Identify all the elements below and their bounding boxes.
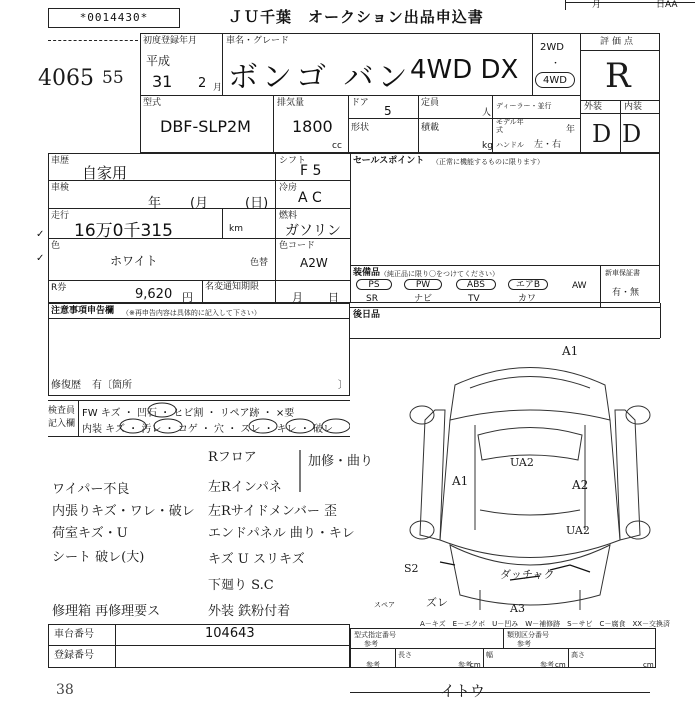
payload-label: 積載: [421, 123, 440, 133]
height-cm: cm: [643, 661, 654, 669]
height-ref: 参考: [540, 661, 554, 669]
vehicle-name-label: 車名・グレード: [226, 36, 290, 46]
car-diagram: [400, 340, 660, 630]
payload-unit: kg: [482, 141, 493, 151]
vehicle-grade: 4WD DX: [410, 55, 519, 85]
length-ref: 参考: [366, 661, 380, 669]
handwritten-right-6: 下廻り S.C: [208, 578, 274, 593]
repair-bracket: 〕: [338, 380, 348, 391]
exterior-label: 外装: [584, 102, 603, 112]
handwritten-right-7: 外装 鉄粉付着: [208, 604, 291, 619]
shift-label: シフト: [279, 156, 307, 166]
drive-2wd: 2WD: [540, 42, 564, 53]
handwritten-left-5: 修理箱 再修理要ス: [52, 604, 161, 619]
mark-zure: ズレ: [426, 596, 448, 609]
color-label: 色: [51, 241, 61, 251]
recycle-label: R券: [51, 283, 67, 293]
name-change-day: 日: [328, 291, 339, 304]
equip-abs[interactable]: ABS: [456, 279, 496, 290]
color-code-label: 色コード: [279, 241, 316, 251]
inspection-label: 車検: [51, 183, 70, 193]
drive-4wd: 4WD: [535, 72, 575, 88]
color-code-value: A2W: [300, 256, 328, 270]
handwritten-right-2: 左Rインパネ: [208, 480, 282, 495]
fuel-value: ガソリン: [285, 223, 341, 239]
name-change-month: 月: [292, 291, 303, 304]
equip-sr: SR: [366, 294, 378, 304]
sales-point-label: セールスポイント: [353, 156, 425, 166]
warranty-label: 新車保証書: [605, 269, 640, 277]
interior-value: D: [622, 120, 642, 148]
scribble-right: イトウ: [440, 682, 486, 700]
registration-label: 初度登録年月: [143, 36, 198, 46]
dealer-label: ディーラー・並行: [496, 102, 552, 110]
sheet-number: *0014430*: [48, 8, 180, 28]
fuel-label: 燃料: [279, 211, 298, 221]
aircon-value: A C: [298, 190, 322, 206]
type-designation-label: 型式指定番号: [354, 631, 396, 639]
equipment-label: 装備品: [353, 268, 381, 278]
score-label: 評価点: [600, 37, 637, 47]
drive-sep: ・: [551, 59, 561, 69]
handle-value: 左・右: [534, 140, 562, 150]
mark-dent: ダッチャク: [500, 568, 555, 581]
inspection-year: 年: [148, 196, 162, 211]
type-designation-ref: 参考: [364, 640, 378, 648]
history-value: 自家用: [82, 164, 128, 182]
year-unit: 年: [566, 125, 576, 135]
check-mark-2: ✓: [36, 253, 45, 264]
handwritten-side: 加修・曲り: [308, 454, 374, 469]
date-day-label: 日AA: [656, 0, 678, 10]
mark-ua2-center: UA2: [510, 456, 534, 469]
form-title: ＪＵ千葉 オークション出品申込書: [228, 8, 484, 26]
aircon-label: 冷房: [279, 183, 298, 193]
repair-label: 修復歴: [51, 380, 81, 391]
displacement-unit: cc: [332, 141, 342, 151]
shift-value: F 5: [300, 163, 322, 179]
capacity-label: 定員: [421, 98, 440, 108]
mark-a2-right: A2: [572, 478, 589, 492]
scribble-left: 38: [56, 682, 74, 698]
model-value: DBF-SLP2M: [160, 117, 251, 136]
check-mark-1: ✓: [36, 229, 45, 240]
handwritten-right-4: エンドパネル 曲り・キレ: [208, 526, 355, 541]
mark-a1-left: A1: [452, 474, 469, 488]
handwritten-right-3: 左Rサイドメンバー 歪: [208, 504, 337, 519]
rear-seat-label: 後日品: [353, 310, 381, 320]
mark-ua2-right: UA2: [566, 524, 590, 537]
length-label: 長さ: [398, 651, 412, 659]
score-value: R: [605, 56, 631, 96]
mileage-value: 16万0千315: [74, 221, 173, 241]
mark-a3: A3: [510, 602, 525, 615]
mileage-unit: km: [229, 224, 243, 234]
mark-s2: S2: [404, 562, 419, 575]
handwritten-left-1: ワイパー不良: [52, 482, 130, 497]
width-cm: cm: [555, 661, 566, 669]
inspector-label-2: 記入欄: [48, 419, 76, 429]
doors-label: ドア: [351, 98, 369, 108]
model-label: 型式: [143, 98, 162, 108]
equip-navi: ナビ: [414, 294, 433, 304]
width-label: 幅: [486, 651, 493, 659]
shape-label: 形状: [351, 123, 370, 133]
mark-a1-top: A1: [562, 344, 579, 358]
margin-note-small: 55: [102, 68, 124, 88]
equip-airbag[interactable]: エアB: [508, 279, 548, 290]
body-number-label: 車台番号: [54, 629, 94, 640]
color-change-label: 色替: [250, 258, 269, 268]
registration-month-unit: 月: [213, 83, 223, 93]
color-value: ホワイト: [110, 254, 158, 268]
inspector-row-2: 内装 キズ ・ 汚レ ・ コゲ ・ 穴 ・ スレ ・ キレ ・ 破レ: [82, 424, 334, 435]
registration-era: 平成: [146, 54, 171, 68]
equipment-note: （純正品に限り〇をつけてください）: [380, 270, 499, 278]
equip-leather: カワ: [518, 294, 537, 304]
warranty-value: 有・無: [612, 288, 640, 298]
body-number-value: 104643: [205, 626, 255, 641]
equip-ps[interactable]: PS: [356, 279, 392, 290]
interior-label: 内装: [624, 102, 643, 112]
model-year-label: モデル年式: [496, 118, 524, 134]
inspector-label-1: 検査員: [48, 406, 76, 416]
vehicle-name: ボンゴ バン: [228, 60, 412, 95]
notes-label: 注意事項申告欄: [51, 306, 115, 316]
date-month-label: 月: [592, 0, 602, 10]
inspector-circles: [110, 400, 350, 436]
sales-point-note: （正常に機能するものに限ります）: [432, 158, 544, 166]
registration-number-label: 登録番号: [54, 650, 94, 661]
displacement-label: 排気量: [277, 98, 305, 108]
handwritten-left-4: シート 破レ(大): [52, 550, 145, 565]
handwritten-right-5: キズ U スリキズ: [208, 552, 305, 567]
inspection-month: (月: [190, 196, 209, 211]
margin-note: 4065: [38, 66, 94, 91]
handwritten-left-2: 内張りキズ・ワレ・破レ: [52, 504, 195, 519]
name-change-label: 名変通知期限: [205, 282, 260, 292]
handwritten-right-1: Rフロア: [208, 450, 257, 465]
inspection-day: (日): [245, 196, 269, 211]
equip-tv: TV: [468, 294, 480, 304]
handwritten-left-3: 荷室キズ・U: [52, 526, 128, 541]
doors-value: 5: [384, 104, 392, 118]
capacity-unit: 人: [482, 108, 492, 118]
equip-aw: AW: [572, 281, 587, 291]
inspector-row-1: FW キズ ・ 凹石 ・ ヒビ割 ・ リペア跡 ・ ×要: [82, 408, 295, 419]
equip-pw[interactable]: PW: [404, 279, 442, 290]
length-cm: cm: [470, 661, 481, 669]
registration-month: 2: [198, 76, 207, 91]
mark-spare: スペア: [374, 601, 395, 609]
recycle-yen: 円: [182, 291, 193, 304]
mileage-label: 走行: [51, 211, 70, 221]
registration-year: 31: [152, 72, 173, 91]
history-label: 車歴: [51, 156, 70, 166]
category-ref: 参考: [517, 640, 531, 648]
width-ref: 参考: [458, 661, 472, 669]
recycle-amount: 9,620: [135, 287, 173, 302]
damage-legend: A－キズ E－エクボ U－凹み W－補修跡 S－サビ C－腐食 XX－交換済: [420, 620, 671, 628]
exterior-value: D: [592, 120, 612, 148]
category-label: 類別区分番号: [507, 631, 549, 639]
height-label: 高さ: [571, 651, 585, 659]
handle-label: ハンドル: [496, 141, 524, 149]
repair-text: 有〔箇所: [92, 380, 132, 391]
handwritten-bracket: [290, 446, 310, 496]
displacement-value: 1800: [292, 117, 333, 136]
notes-note: （※再申告内容は具体的に記入して下さい）: [122, 309, 261, 317]
